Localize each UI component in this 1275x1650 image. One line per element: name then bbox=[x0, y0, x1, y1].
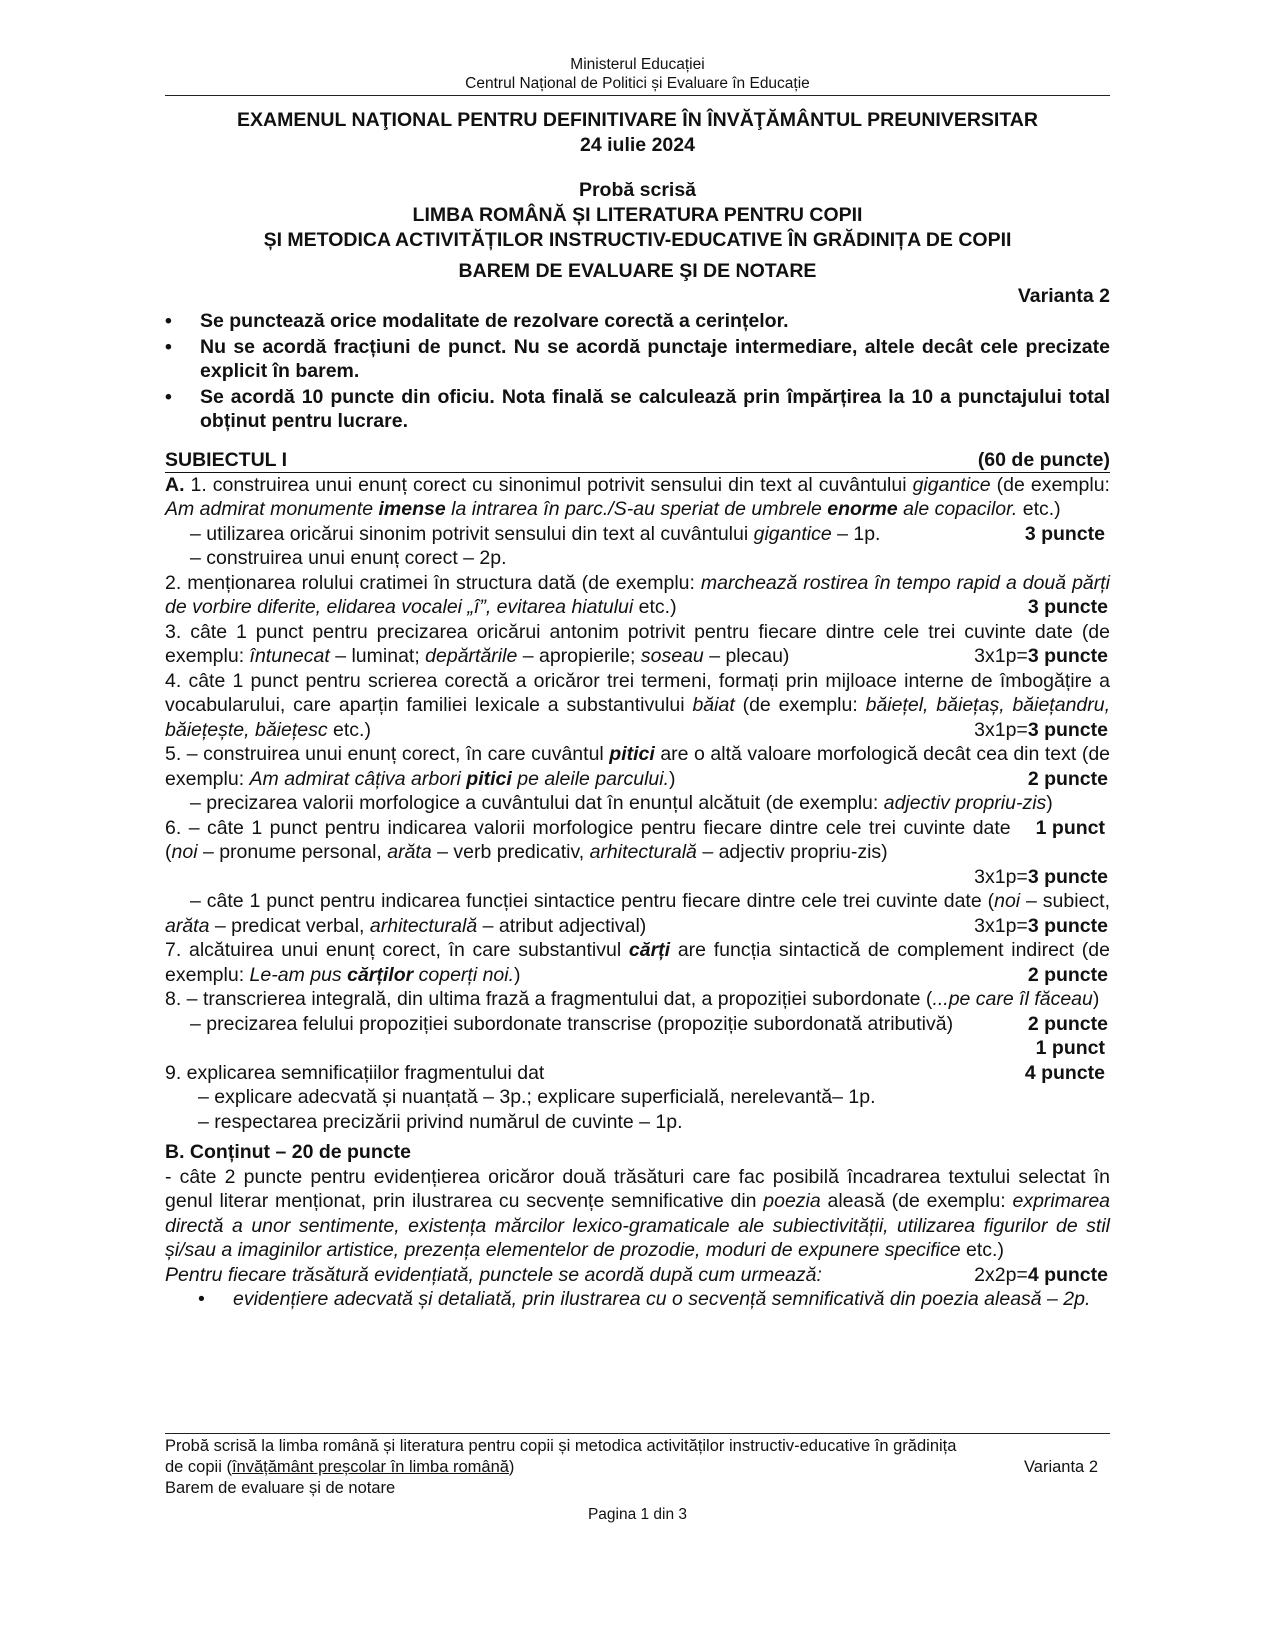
variant-label: Varianta 2 bbox=[1017, 285, 1110, 307]
footer-variant: Varianta 2 bbox=[1024, 1458, 1098, 1476]
barem-title: BAREM DE EVALUARE ŞI DE NOTARE bbox=[458, 260, 817, 282]
item-8-sub: – precizarea felului propoziției subordonate transcrise (propoziție subordonată atributivă) bbox=[190, 1012, 954, 1035]
item-5: 5. – construirea unui enunț corect, în care cuvântul pitici are o altă valoare morfologică decât cea din text (de exemplu: Am admirat câțiva arbori pitici pe aleile parcului.) 2 puncte bbox=[165, 743, 1111, 790]
center-name: Centrul Național de Politici și Evaluare în Educație bbox=[465, 75, 810, 92]
bullet: • bbox=[198, 1288, 205, 1310]
section-name: SUBIECTUL I bbox=[165, 448, 288, 471]
header-divider bbox=[165, 95, 1110, 96]
ministry-name: Ministerul Educației bbox=[570, 56, 705, 73]
footer-line-1: Probă scrisă la limba română și literatura pentru copii și metodica activităților instructiv-educative în grădinița bbox=[165, 1437, 957, 1455]
document-footer bbox=[165, 1433, 1110, 1525]
test-type: Probă scrisă bbox=[578, 179, 697, 201]
item-3: 3. câte 1 punct pentru precizarea oricărui antonim potrivit pentru fiecare dintre cele trei cuvinte date (de exemplu: întunecat – luminat; depărtările – apropierile; soseau – plecau) 3x1p=3 puncte bbox=[165, 620, 1110, 667]
rule-item: • Se punctează orice modalitate de rezolvare corectă a cerințelor. bbox=[165, 310, 789, 332]
points: 3x1p=3 puncte bbox=[974, 914, 1108, 937]
item-1-sub: – construirea unui enunț corect – 2p. bbox=[190, 547, 507, 569]
subject-line-2: ȘI METODICA ACTIVITĂȚILOR INSTRUCTIV-EDUCATIVE ÎN GRĂDINIȚA DE COPII bbox=[263, 229, 1012, 251]
item-9-sub: – respectarea precizării privind numărul de cuvinte – 1p. bbox=[198, 1110, 683, 1133]
points: 3 puncte bbox=[1027, 596, 1108, 618]
item-6: 6. – câte 1 punct pentru indicarea valorii morfologice pentru fiecare dintre cele trei cuvinte date (noi – pronume personal, arăta – verb predicativ, arhitecturală – adjectiv propriu-zis) bbox=[165, 816, 1011, 863]
points: 3x1p=3 puncte bbox=[974, 718, 1108, 741]
item-8: 8. – transcrierea integrală, din ultima frază a fragmentului dat, a propoziției subordonate (...pe care îl făceau) 2 puncte bbox=[165, 988, 1108, 1035]
points: 2x2p=4 puncte bbox=[974, 1263, 1108, 1286]
page bbox=[165, 0, 1110, 1312]
bullet: • bbox=[165, 385, 172, 408]
item-7: 7. alcătuirea unui enunț corect, în care substantivul cărți are funcția sintactică de complement indirect (de exemplu: Le-am pus cărților coperți noi.) 2 puncte bbox=[165, 939, 1110, 986]
points: 3x1p=3 puncte bbox=[974, 865, 1108, 888]
points: 1 punct bbox=[1035, 1037, 1105, 1059]
exam-date: 24 iulie 2024 bbox=[580, 134, 695, 156]
points: 2 puncte bbox=[1027, 767, 1108, 790]
bullet: • bbox=[165, 335, 172, 358]
item-9: 9. explicarea semnificațiilor fragmentului dat 4 puncte bbox=[165, 1061, 1105, 1084]
item-5-sub: – precizarea valorii morfologice a cuvântului dat în enunțul alcătuit (de exemplu: adjectiv propriu-zis) 1 punct bbox=[190, 792, 1105, 839]
rule-item: • Nu se acordă fracțiuni de punct. Nu se acordă punctaje intermediare, altele decât cele precizate explicit în barem. bbox=[165, 335, 1110, 382]
page-number: Pagina 1 din 3 bbox=[587, 1506, 688, 1523]
points: 3x1p=3 puncte bbox=[974, 645, 1108, 667]
section-points: (60 de puncte) bbox=[977, 448, 1110, 471]
section-b-text: - câte 2 puncte pentru evidențierea oricăror două trăsături care fac posibilă încadrarea textului selectat în genul literar menționat, prin ilustrarea cu secvențe semnificative din poezia aleasă (de exemplu: exprimarea directă a unor sentimente, existența mărcilor lexico-gramaticale ale subiectivității, utilizarea figurilor de stil și/sau a imaginilor artistice, prezența elementelor de prozodie, moduri de expunere specifice etc.) 2x2p=4 puncte bbox=[165, 1165, 1111, 1286]
section-b-bullet: • evidențiere adecvată și detaliată, prin ilustrarea cu o secvență semnificativă din poezia aleasă – 2p. bbox=[198, 1288, 1091, 1310]
section-heading bbox=[165, 448, 1110, 473]
points: 1 punct bbox=[1035, 816, 1105, 839]
item-1-sub: – utilizarea oricărui sinonim potrivit sensului din text al cuvântului gigantice – 1p. bbox=[190, 522, 881, 545]
rule-item: • Se acordă 10 puncte din oficiu. Nota finală se calculează prin împărțirea la 10 a punctajului total obținut pentru lucrare. bbox=[165, 385, 1110, 432]
points: 2 puncte bbox=[1027, 1012, 1108, 1035]
bullet: • bbox=[165, 310, 172, 332]
item-1: A. 1. construirea unui enunț corect cu sinonimul potrivit sensului din text al cuvântului gigantice (de exemplu: Am admirat monumente imense la intrarea în parc./S-au speriat de umbrele enorme ale copacilor. etc.) 3 puncte bbox=[165, 473, 1110, 545]
section-b-heading: B. Conținut – 20 de puncte bbox=[165, 1141, 411, 1163]
item-2: 2. menționarea rolului cratimei în structura dată (de exemplu: marchează rostirea în tempo rapid a două părți de vorbire diferite, elidarea vocalei „î”, evitarea hiatului etc.) 3 puncte bbox=[165, 571, 1111, 618]
footer-line-2: de copii (învățământ preșcolar în limba română) Varianta 2 bbox=[165, 1458, 1098, 1476]
subject-line-1: LIMBA ROMÂNĂ ȘI LITERATURA PENTRU COPII bbox=[412, 204, 863, 226]
points: 3 puncte bbox=[1024, 522, 1105, 545]
footer-line-3: Barem de evaluare și de notare bbox=[165, 1479, 396, 1497]
points: 2 puncte bbox=[1027, 963, 1108, 986]
exam-title: EXAMENUL NAŢIONAL PENTRU DEFINITIVARE ÎN ÎNVĂŢĂMÂNTUL PREUNIVERSITAR bbox=[237, 109, 1038, 131]
item-6-sub: – câte 1 punct pentru indicarea funcției sintactice pentru fiecare dintre cele trei cuvinte date (noi – subiect, arăta – predicat verbal, arhitecturală – atribut adjectival) 3x1p=3 puncte bbox=[165, 890, 1111, 937]
document-header bbox=[165, 55, 1110, 93]
section-b-note: Pentru fiecare trăsătură evidențiată, punctele se acordă după cum urmează: bbox=[165, 1263, 822, 1286]
item-4: 4. câte 1 punct pentru scrierea corectă a oricăror trei termeni, formați prin mijloace interne de îmbogățire a vocabularului, care aparțin familiei lexicale a substantivului băiat (de exemplu: băiețel, băiețaș, băiețandru, băiețește, băiețesc etc.) 3x1p=3 puncte bbox=[165, 669, 1111, 741]
points: 4 puncte bbox=[1024, 1061, 1105, 1084]
item-9-sub: – explicare adecvată și nuanțată – 3p.; explicare superficială, nerelevantă– 1p. bbox=[198, 1086, 876, 1108]
